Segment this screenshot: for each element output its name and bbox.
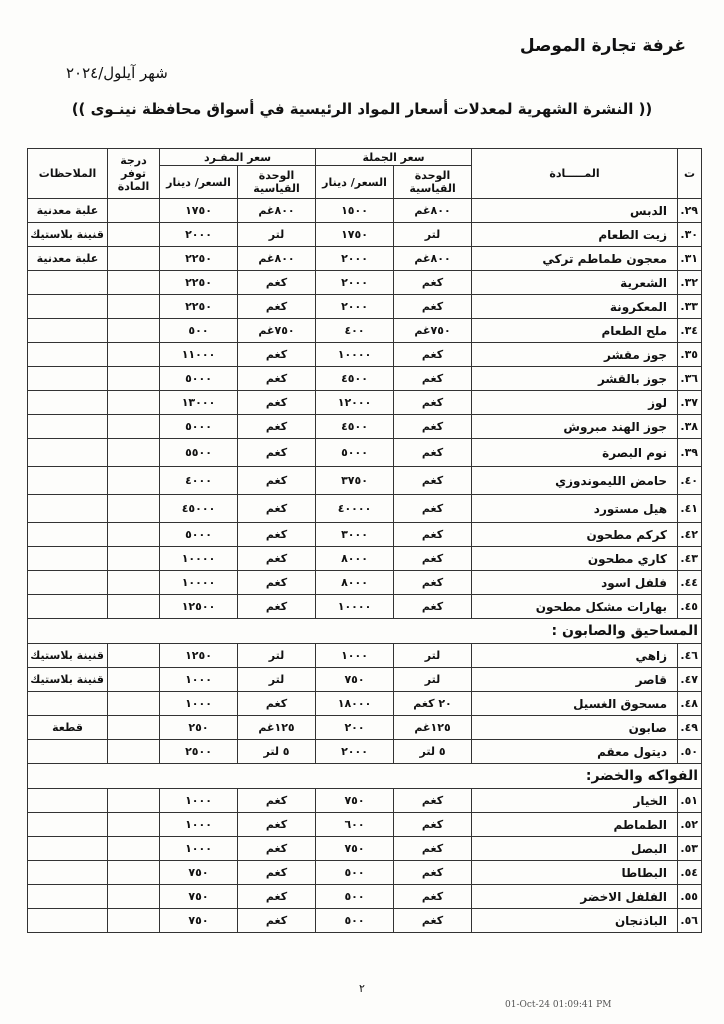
notes-cell: قنينة بلاستيك [28, 644, 108, 668]
availability-cell [108, 439, 160, 467]
notes-cell [28, 571, 108, 595]
item-name: البصل [472, 837, 678, 861]
wholesale-unit: كغم [394, 789, 472, 813]
retail-unit: كغم [238, 789, 316, 813]
notes-cell [28, 391, 108, 415]
wholesale-price: ٥٠٠ [316, 861, 394, 885]
item-name: الطماطم [472, 813, 678, 837]
retail-unit: لتر [238, 223, 316, 247]
wholesale-unit: كغم [394, 813, 472, 837]
row-number: ٤٤. [678, 571, 702, 595]
row-number: ٥٥. [678, 885, 702, 909]
row-number: ٣٥. [678, 343, 702, 367]
row-number: ٥١. [678, 789, 702, 813]
table-row [28, 495, 702, 523]
item-name: حامض الليموندوزي [472, 467, 678, 495]
item-name: كاري مطحون [472, 547, 678, 571]
availability-cell [108, 692, 160, 716]
section-row [28, 619, 702, 644]
wholesale-price: ٣٠٠٠ [316, 523, 394, 547]
table-row [28, 467, 702, 495]
retail-price: ٥٠٠٠ [160, 523, 238, 547]
wholesale-price: ٣٧٥٠ [316, 467, 394, 495]
wholesale-price: ٥٠٠ [316, 909, 394, 933]
retail-price: ١٧٥٠ [160, 199, 238, 223]
wholesale-unit: كغم [394, 523, 472, 547]
row-number: ٥٢. [678, 813, 702, 837]
item-name: معجون طماطم تركي [472, 247, 678, 271]
notes-cell [28, 885, 108, 909]
table-row [28, 740, 702, 764]
wholesale-unit: كغم [394, 271, 472, 295]
item-name: نوم البصرة [472, 439, 678, 467]
wholesale-price: ٤٠٠ [316, 319, 394, 343]
retail-price: ٧٥٠ [160, 909, 238, 933]
row-number: ٥٤. [678, 861, 702, 885]
notes-cell [28, 547, 108, 571]
item-name: كركم مطحون [472, 523, 678, 547]
wholesale-unit: لتر [394, 668, 472, 692]
item-name: الفلفل الاخضر [472, 885, 678, 909]
availability-cell [108, 668, 160, 692]
table-row [28, 909, 702, 933]
item-name: زاهي [472, 644, 678, 668]
wholesale-price: ١٢٠٠٠ [316, 391, 394, 415]
wholesale-price: ٢٠٠٠ [316, 247, 394, 271]
retail-price: ١٠٠٠٠ [160, 571, 238, 595]
row-number: ٤٦. [678, 644, 702, 668]
availability-cell [108, 813, 160, 837]
wholesale-unit: كغم [394, 571, 472, 595]
item-name: الشعرية [472, 271, 678, 295]
retail-unit: كغم [238, 295, 316, 319]
table-row [28, 668, 702, 692]
wholesale-price: ٥٠٠ [316, 885, 394, 909]
wholesale-unit: كغم [394, 391, 472, 415]
item-name: جوز مقشر [472, 343, 678, 367]
table-row [28, 199, 702, 223]
availability-cell [108, 716, 160, 740]
availability-cell [108, 595, 160, 619]
table-row [28, 295, 702, 319]
section-heading: المساحيق والصابون : [472, 619, 702, 644]
retail-price: ١٠٠٠ [160, 789, 238, 813]
table-row [28, 523, 702, 547]
retail-price: ٢٥٠ [160, 716, 238, 740]
notes-cell [28, 789, 108, 813]
col-availability-header: درجة توفر المادة [108, 149, 160, 199]
retail-unit: ٨٠٠غم [238, 199, 316, 223]
table-row [28, 367, 702, 391]
row-number: ٣٦. [678, 367, 702, 391]
retail-price: ٧٥٠ [160, 885, 238, 909]
retail-unit: لتر [238, 668, 316, 692]
table-row [28, 271, 702, 295]
retail-price: ٢٢٥٠ [160, 247, 238, 271]
retail-unit: كغم [238, 495, 316, 523]
row-number: ٥٦. [678, 909, 702, 933]
notes-cell [28, 295, 108, 319]
table-row [28, 692, 702, 716]
retail-price: ١٠٠٠٠ [160, 547, 238, 571]
print-timestamp: 01-Oct-24 01:09:41 PM [505, 1000, 612, 1010]
retail-unit: كغم [238, 861, 316, 885]
wholesale-price: ٦٠٠ [316, 813, 394, 837]
retail-unit: كغم [238, 909, 316, 933]
wholesale-unit: ٨٠٠غم [394, 247, 472, 271]
availability-cell [108, 415, 160, 439]
wholesale-unit: كغم [394, 837, 472, 861]
notes-cell [28, 861, 108, 885]
retail-price: ١٢٥٠ [160, 644, 238, 668]
availability-cell [108, 547, 160, 571]
table-row [28, 247, 702, 271]
wholesale-price: ٢٠٠٠ [316, 271, 394, 295]
row-number: ٤٨. [678, 692, 702, 716]
wholesale-price: ٤٥٠٠ [316, 367, 394, 391]
wholesale-unit: كغم [394, 495, 472, 523]
retail-unit: كغم [238, 571, 316, 595]
table-row [28, 644, 702, 668]
notes-cell [28, 837, 108, 861]
col-item-header: المـــــادة [472, 149, 678, 199]
wholesale-price: ٤٥٠٠ [316, 415, 394, 439]
retail-price: ١٢٥٠٠ [160, 595, 238, 619]
row-number: ٣٩. [678, 439, 702, 467]
table-row [28, 415, 702, 439]
retail-price: ٤٥٠٠٠ [160, 495, 238, 523]
item-name: البطاطا [472, 861, 678, 885]
notes-cell [28, 909, 108, 933]
retail-unit: كغم [238, 837, 316, 861]
retail-unit: كغم [238, 367, 316, 391]
row-number: ٤١. [678, 495, 702, 523]
col-notes-header: الملاحظات [28, 149, 108, 199]
wholesale-unit: كغم [394, 415, 472, 439]
notes-cell [28, 343, 108, 367]
availability-cell [108, 861, 160, 885]
wholesale-unit: ١٢٥غم [394, 716, 472, 740]
table-row [28, 547, 702, 571]
notes-cell [28, 813, 108, 837]
retail-unit: ١٢٥غم [238, 716, 316, 740]
retail-unit: كغم [238, 885, 316, 909]
wholesale-unit: كغم [394, 595, 472, 619]
table-row [28, 861, 702, 885]
notes-cell [28, 692, 108, 716]
wholesale-price: ٢٠٠٠ [316, 295, 394, 319]
table-row [28, 837, 702, 861]
section-row [28, 764, 702, 789]
notes-cell: قنينة بلاستيك [28, 668, 108, 692]
wholesale-unit: كغم [394, 909, 472, 933]
item-name: قاصر [472, 668, 678, 692]
retail-price: ٥٠٠ [160, 319, 238, 343]
table-row [28, 789, 702, 813]
wholesale-price: ١٠٠٠٠ [316, 595, 394, 619]
notes-cell [28, 271, 108, 295]
wholesale-group-header: سعر الجملة [316, 149, 472, 166]
retail-unit: كغم [238, 692, 316, 716]
notes-cell [28, 367, 108, 391]
table-row [28, 343, 702, 367]
bulletin-title: (( النشرة الشهرية لمعدلات أسعار المواد الرئيسية في أسواق محافظة نينـوى )) [71, 100, 653, 118]
item-name: لوز [472, 391, 678, 415]
retail-price: ٤٠٠٠ [160, 467, 238, 495]
notes-cell [28, 595, 108, 619]
wholesale-price: ٢٠٠٠ [316, 740, 394, 764]
retail-unit: كغم [238, 595, 316, 619]
retail-unit: كغم [238, 467, 316, 495]
retail-price: ٢٠٠٠ [160, 223, 238, 247]
availability-cell [108, 223, 160, 247]
retail-price-header: السعر/ دينار [160, 166, 238, 199]
availability-cell [108, 295, 160, 319]
availability-cell [108, 495, 160, 523]
wholesale-price: ١٧٥٠ [316, 223, 394, 247]
item-name: ديتول معقم [472, 740, 678, 764]
item-name: هيل مستورد [472, 495, 678, 523]
notes-cell [28, 740, 108, 764]
row-number: ٣٢. [678, 271, 702, 295]
row-number: ٤٢. [678, 523, 702, 547]
retail-price: ١٠٠٠ [160, 813, 238, 837]
item-name: الخيار [472, 789, 678, 813]
retail-price: ٢٢٥٠ [160, 271, 238, 295]
availability-cell [108, 789, 160, 813]
wholesale-price: ١٨٠٠٠ [316, 692, 394, 716]
availability-cell [108, 391, 160, 415]
wholesale-price: ٧٥٠ [316, 789, 394, 813]
availability-cell [108, 247, 160, 271]
row-number: ٣١. [678, 247, 702, 271]
wholesale-price: ٨٠٠٠ [316, 547, 394, 571]
row-number: ٣٤. [678, 319, 702, 343]
section-spacer [28, 619, 472, 644]
table-row [28, 319, 702, 343]
wholesale-unit: كغم [394, 861, 472, 885]
section-spacer [28, 764, 472, 789]
retail-unit: كغم [238, 271, 316, 295]
notes-cell [28, 467, 108, 495]
wholesale-unit-header: الوحدة القياسية [394, 166, 472, 199]
wholesale-unit: كغم [394, 467, 472, 495]
retail-unit: كغم [238, 391, 316, 415]
table-row [28, 595, 702, 619]
row-number: ٣٧. [678, 391, 702, 415]
wholesale-price-header: السعر/ دينار [316, 166, 394, 199]
row-number: ٤٣. [678, 547, 702, 571]
table-row [28, 571, 702, 595]
retail-price: ٥٥٠٠ [160, 439, 238, 467]
table-row [28, 813, 702, 837]
availability-cell [108, 467, 160, 495]
retail-unit-header: الوحدة القياسية [238, 166, 316, 199]
wholesale-unit: كغم [394, 547, 472, 571]
availability-cell [108, 571, 160, 595]
availability-cell [108, 740, 160, 764]
notes-cell [28, 319, 108, 343]
page-number: ٢ [359, 982, 365, 995]
row-number: ٣٨. [678, 415, 702, 439]
wholesale-price: ٧٥٠ [316, 837, 394, 861]
row-number: ٣٠. [678, 223, 702, 247]
notes-cell [28, 415, 108, 439]
wholesale-unit: كغم [394, 439, 472, 467]
retail-unit: كغم [238, 547, 316, 571]
table-row [28, 716, 702, 740]
retail-unit: كغم [238, 415, 316, 439]
row-number: ٤٩. [678, 716, 702, 740]
row-number: ٥٠. [678, 740, 702, 764]
table-row [28, 391, 702, 415]
item-name: بهارات مشكل مطحون [472, 595, 678, 619]
wholesale-price: ٨٠٠٠ [316, 571, 394, 595]
availability-cell [108, 343, 160, 367]
retail-price: ٥٠٠٠ [160, 415, 238, 439]
wholesale-unit: كغم [394, 885, 472, 909]
availability-cell [108, 319, 160, 343]
wholesale-unit: كغم [394, 343, 472, 367]
wholesale-unit: ٧٥٠غم [394, 319, 472, 343]
notes-cell [28, 495, 108, 523]
item-name: زيت الطعام [472, 223, 678, 247]
availability-cell [108, 271, 160, 295]
section-heading: الفواكه والخضر: [472, 764, 702, 789]
table-row [28, 223, 702, 247]
item-name: مسحوق الغسيل [472, 692, 678, 716]
row-number: ٤٠. [678, 467, 702, 495]
item-name: جوز بالقشر [472, 367, 678, 391]
notes-cell [28, 523, 108, 547]
bulletin-month: شهر آيلول/٢٠٢٤ [66, 64, 168, 82]
item-name: المعكرونة [472, 295, 678, 319]
row-number: ٥٣. [678, 837, 702, 861]
retail-unit: ٨٠٠غم [238, 247, 316, 271]
wholesale-unit: ٥ لتر [394, 740, 472, 764]
table-row [28, 439, 702, 467]
availability-cell [108, 837, 160, 861]
availability-cell [108, 367, 160, 391]
item-name: فلفل اسود [472, 571, 678, 595]
item-name: الدبس [472, 199, 678, 223]
retail-unit: ٥ لتر [238, 740, 316, 764]
availability-cell [108, 199, 160, 223]
wholesale-price: ١٠٠٠ [316, 644, 394, 668]
retail-unit: ٧٥٠غم [238, 319, 316, 343]
availability-cell [108, 909, 160, 933]
retail-price: ٢٥٠٠ [160, 740, 238, 764]
wholesale-unit: ٨٠٠غم [394, 199, 472, 223]
retail-price: ١١٠٠٠ [160, 343, 238, 367]
retail-group-header: سعر المفـرد [160, 149, 316, 166]
table-row [28, 885, 702, 909]
retail-unit: لتر [238, 644, 316, 668]
row-number: ٣٣. [678, 295, 702, 319]
retail-price: ١٠٠٠ [160, 668, 238, 692]
wholesale-unit: لتر [394, 223, 472, 247]
wholesale-unit: كغم [394, 295, 472, 319]
retail-price: ٥٠٠٠ [160, 367, 238, 391]
availability-cell [108, 885, 160, 909]
retail-price: ١٣٠٠٠ [160, 391, 238, 415]
price-table [27, 148, 702, 933]
notes-cell: علبة معدنية [28, 199, 108, 223]
item-name: صابون [472, 716, 678, 740]
wholesale-unit: ٢٠ كغم [394, 692, 472, 716]
retail-price: ١٠٠٠ [160, 837, 238, 861]
availability-cell [108, 523, 160, 547]
row-number: ٢٩. [678, 199, 702, 223]
wholesale-price: ١٥٠٠ [316, 199, 394, 223]
availability-cell [108, 644, 160, 668]
item-name: الباذنجان [472, 909, 678, 933]
wholesale-price: ٤٠٠٠٠ [316, 495, 394, 523]
retail-price: ٧٥٠ [160, 861, 238, 885]
wholesale-price: ٥٠٠٠ [316, 439, 394, 467]
wholesale-price: ١٠٠٠٠ [316, 343, 394, 367]
organization-name: غرفة تجارة الموصل [519, 36, 686, 56]
wholesale-unit: كغم [394, 367, 472, 391]
item-name: ملح الطعام [472, 319, 678, 343]
wholesale-price: ٢٠٠ [316, 716, 394, 740]
notes-cell: قنينة بلاستيك [28, 223, 108, 247]
col-no-header: ت [678, 149, 702, 199]
notes-cell [28, 439, 108, 467]
wholesale-unit: لتر [394, 644, 472, 668]
retail-unit: كغم [238, 523, 316, 547]
retail-price: ٢٢٥٠ [160, 295, 238, 319]
retail-price: ١٠٠٠ [160, 692, 238, 716]
notes-cell: علبة معدنية [28, 247, 108, 271]
wholesale-price: ٧٥٠ [316, 668, 394, 692]
retail-unit: كغم [238, 439, 316, 467]
row-number: ٤٧. [678, 668, 702, 692]
notes-cell: قطعة [28, 716, 108, 740]
retail-unit: كغم [238, 813, 316, 837]
item-name: جوز الهند مبروش [472, 415, 678, 439]
retail-unit: كغم [238, 343, 316, 367]
row-number: ٤٥. [678, 595, 702, 619]
